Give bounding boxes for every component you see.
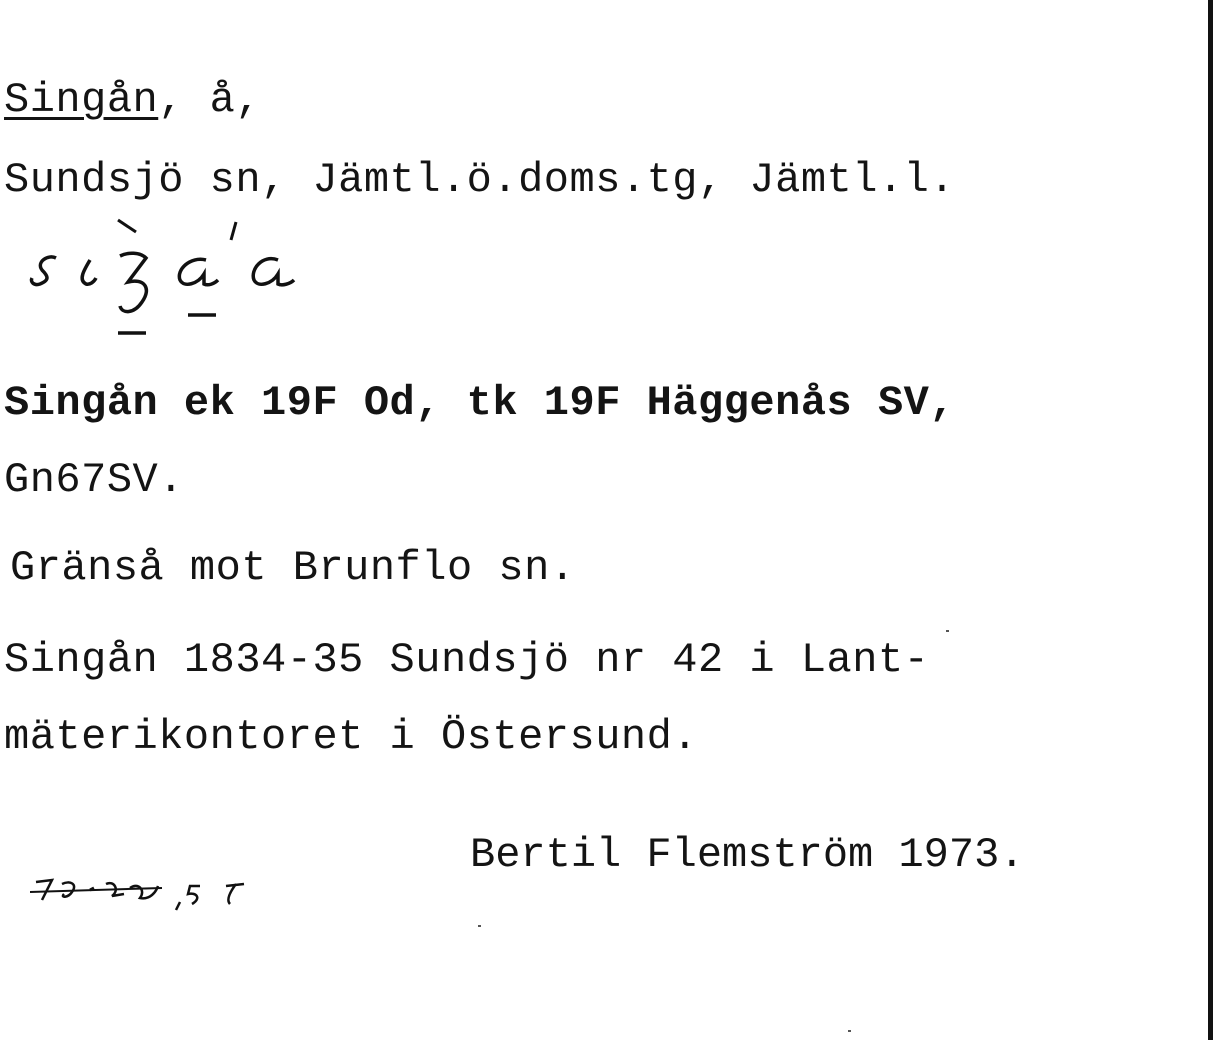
signature: Bertil Flemström 1973.: [470, 831, 1025, 879]
border-note: Gränså mot Brunflo sn.: [10, 544, 576, 592]
map-reference-line-2: Gn67SV.: [4, 456, 184, 504]
speck: [848, 1030, 851, 1032]
pronunciation-handwriting: [28, 218, 328, 348]
speck: [946, 630, 949, 632]
card-edge-line: [1208, 0, 1213, 1040]
source-line-2: mäterikontoret i Östersund.: [4, 713, 699, 761]
place-name: Singån: [4, 76, 159, 124]
heading-line: [4, 75, 261, 125]
speck: [478, 925, 481, 927]
source-line-1: Singån 1834-35 Sundsjö nr 42 i Lant-: [4, 636, 930, 684]
place-type: , å,: [158, 76, 262, 124]
map-reference-line-1: Singån ek 19F Od, tk 19F Häggenås SV,: [4, 379, 956, 427]
location-line: Sundsjö sn, Jämtl.ö.doms.tg, Jämtl.l.: [4, 156, 956, 204]
handwritten-note: [30, 870, 280, 920]
